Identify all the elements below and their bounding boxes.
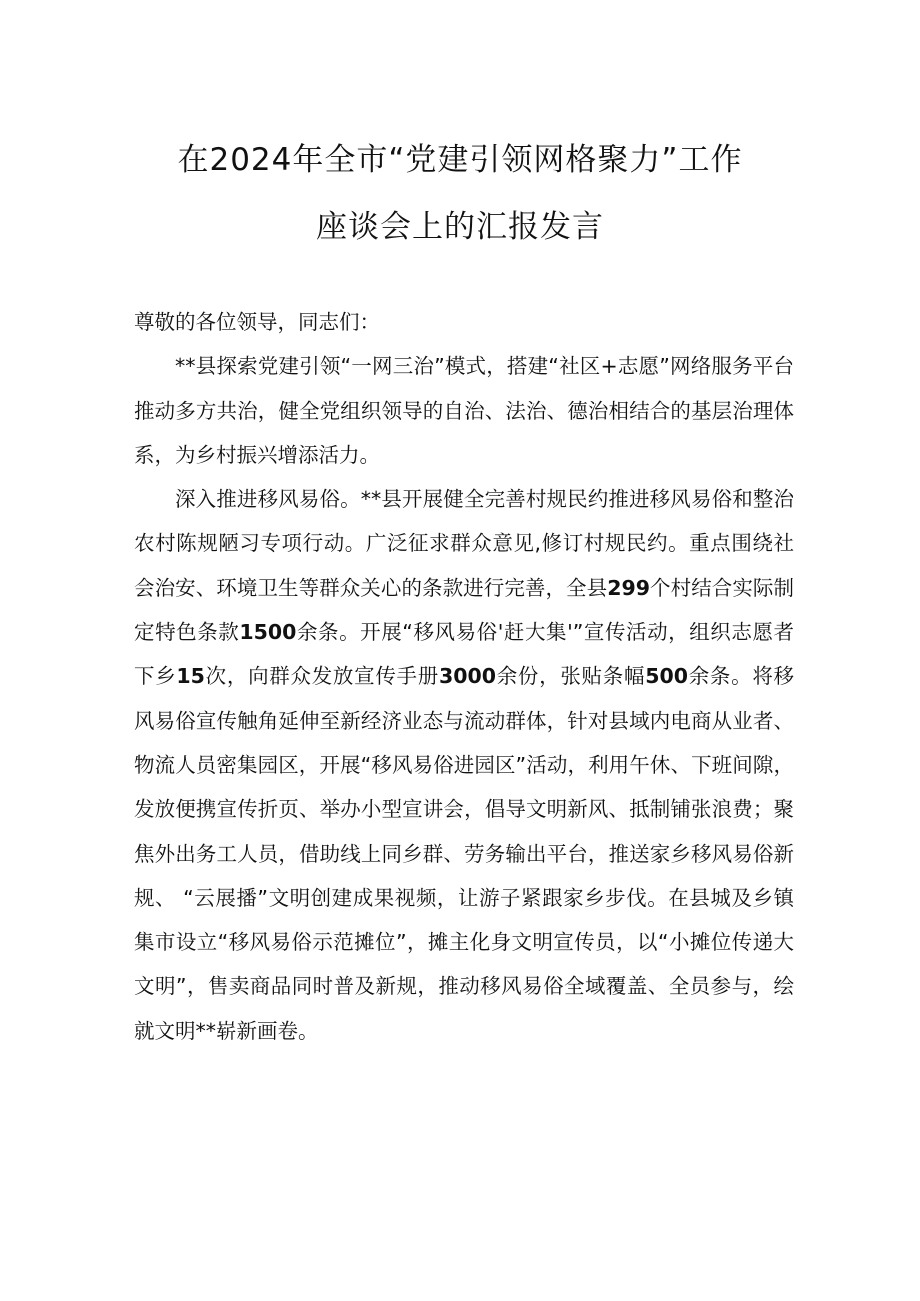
handbook-count: 3000 (438, 664, 497, 689)
paragraph-2-text: 余条。将移风易俗宣传触角延伸至新经济业态与流动群体，针对县域内电商从业者、物流人员密集园区，开展“移风易俗进园区”活动，利用午休、下班间隙，发放便携宣传折页、举办小型宣讲会，倡导文明新风、抵制铺张浪费；聚焦外出务工人员，借助线上同乡群、劳务输出平台，推送家乡移风易俗新规、 “云展播”文明创建成果视频，让游子紧跟家乡步伐。在县城及乡镇集市设立“移风易俗示范摊位”，摊主化身文明宣传员，以“小摊位传递大文明”，售卖商品同时普及新规，推动移风易俗全域覆盖、全员参与，绘就文明**崭新画卷。 (134, 664, 795, 1043)
paragraph-1: **县探索党建引领“一网三治”模式，搭建“社区+志愿”网络服务平台推动多方共治，健全党组织领导的自治、法治、德治相结合的基层治理体系，为乡村振兴增添活力。 (134, 354, 794, 467)
paragraph-2-text: 深入推进移风易俗。**县开展健全完善村规民约推进移风易俗和整治农村陈规陋习专项行动。广泛征求群众意见,修订村规民约。重点围绕社会治安、环境卫生等群众关心的条款进行完善，全县 (134, 487, 794, 600)
title-line-2: 座谈会上的汇报发言 (316, 209, 604, 245)
title-line-1: 在2024年全市“党建引领网格聚力”工作 (177, 142, 743, 178)
paragraph-2-text: 余条。开展“移风易俗'赶大集'”宣传活动，组织志愿者下乡 (134, 620, 795, 689)
banner-count: 500 (645, 664, 688, 689)
paragraph-2-text: 余份，张贴条幅 (496, 664, 646, 689)
paragraph-2-text: 次，向群众发放宣传手册 (204, 664, 439, 689)
volunteer-visit-count: 15 (176, 664, 205, 689)
document-body (134, 300, 794, 1053)
paragraph-2-text: 个村结合实际制定特色条款 (134, 575, 794, 645)
village-count: 299 (607, 575, 650, 600)
clause-count: 1500 (239, 620, 297, 645)
paragraph-2 (134, 477, 794, 1053)
salutation: 尊敬的各位领导，同志们： (134, 310, 380, 334)
